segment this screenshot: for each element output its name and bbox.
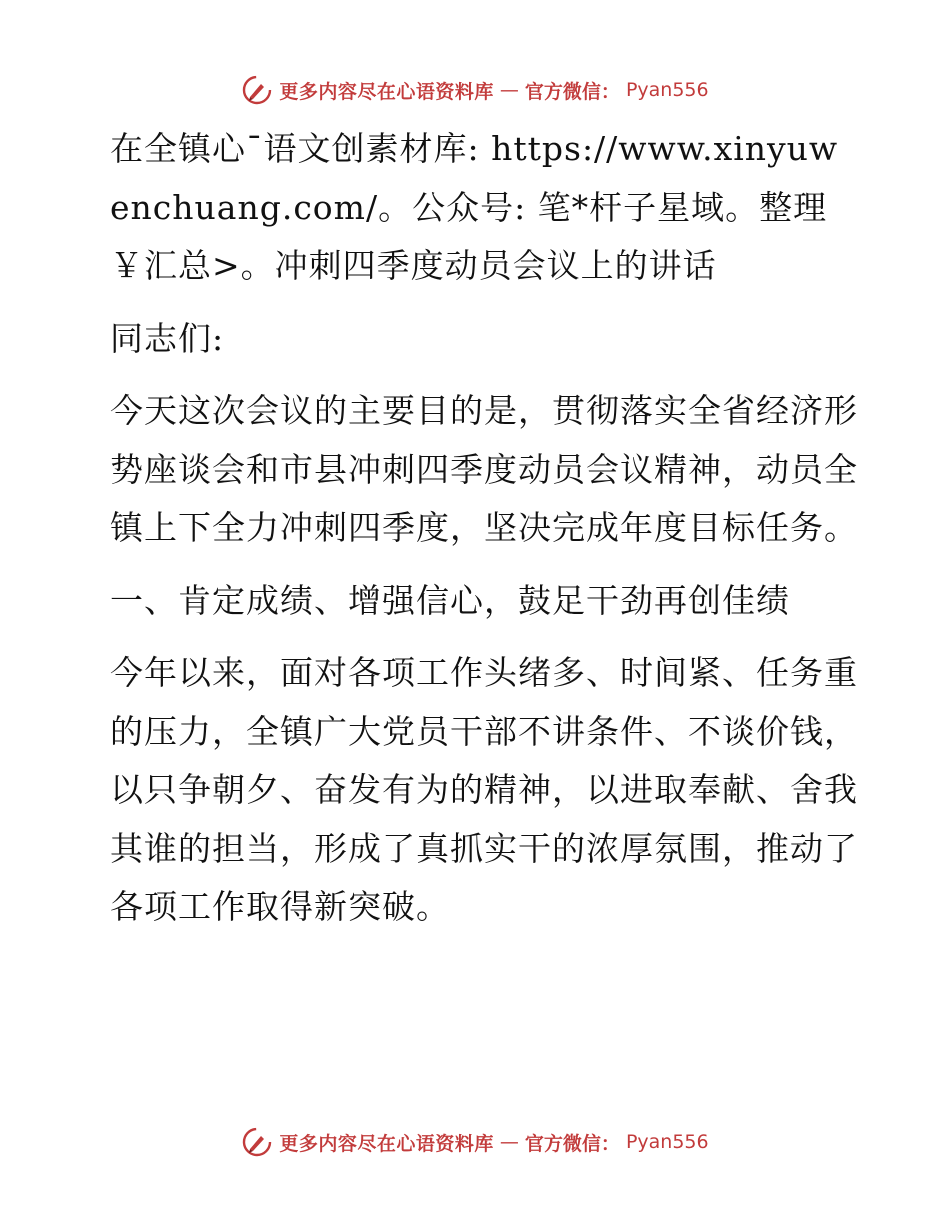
pen-logo-icon [241,74,273,106]
banner-title: 更多内容尽在心语资料库 [279,80,494,103]
paragraph-1: 今天这次会议的主要目的是，贯彻落实全省经济形势座谈会和市县冲刺四季度动员会议精神，动员全镇上下全力冲刺四季度，坚决完成年度目标任务。 [110,391,858,547]
banner-dash: — [499,79,519,101]
banner-title: 更多内容尽在心语资料库 [279,1132,494,1155]
pen-logo-icon [241,1126,273,1158]
header-watermark-banner [0,72,950,108]
paragraph-2: 今年以来，面对各项工作头绪多、时间紧、任务重的压力，全镇广大党员干部不讲条件、不谈价钱，以只争朝夕、奋发有为的精神，以进取奉献、舍我其谁的担当，形成了真抓实干的浓厚氛围，推动了各项工作取得新突破。 [110,653,858,926]
document-body [98,120,858,937]
intro-paragraph: 在全镇心¯语文创素材库: https://www.xinyuwenchuang.com/。公众号: 笔*杆子星域。整理￥汇总>。冲刺四季度动员会议上的讲话 [110,129,839,285]
banner-wechat-handle: Pyan556 [625,1131,709,1153]
banner-subtitle: 官方微信： [524,80,620,103]
banner-wechat-handle: Pyan556 [625,79,709,101]
section-heading-1: 一、肯定成绩、增强信心，鼓足干劲再创佳绩 [110,580,790,620]
salutation: 同志们: [110,318,225,358]
banner-subtitle: 官方微信： [524,1132,620,1155]
banner-dash: — [499,1131,519,1153]
footer-watermark-banner [0,1124,950,1160]
